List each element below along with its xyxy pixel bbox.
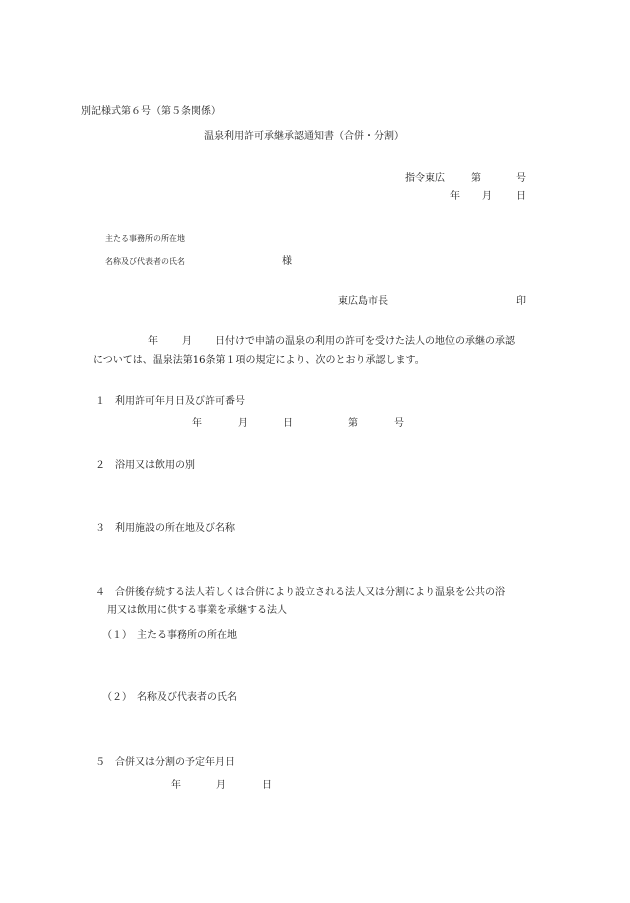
- item4-label-line-1: ４ 合併後存続する法人若しくは合併により設立される法人又は分割により温泉を公共の浴: [95, 587, 505, 598]
- item1-month: 月: [238, 418, 248, 429]
- item5-month: 月: [216, 780, 226, 791]
- issuer-title: 東広島市長: [338, 296, 388, 307]
- notice-number-prefix: 指令東広: [405, 173, 445, 184]
- issue-date-year: 年: [450, 191, 460, 202]
- notice-number-go: 号: [516, 173, 526, 184]
- recipient-honorific: 様: [282, 256, 292, 267]
- notice-number-dai: 第: [471, 173, 481, 184]
- item1-label: １ 利用許可年月日及び許可番号: [95, 396, 245, 407]
- item5-year: 年: [171, 780, 181, 791]
- item1-dai: 第: [348, 418, 358, 429]
- item1-go: 号: [394, 418, 404, 429]
- issuer-seal: 印: [516, 296, 526, 307]
- recipient-name-label: 名称及び代表者の氏名: [105, 257, 185, 266]
- body-date-month: 月: [182, 336, 192, 347]
- document-title: 温泉利用許可承継承認通知書（合併・分割）: [204, 131, 404, 142]
- item2-label: ２ 浴用又は飲用の別: [95, 460, 195, 471]
- item4-sub2-label: （２） 名称及び代表者の氏名: [102, 692, 237, 703]
- issue-date-day: 日: [516, 191, 526, 202]
- item5-label: ５ 合併又は分割の予定年月日: [95, 757, 235, 768]
- item4-label-line-2: 用又は飲用に供する事業を承継する法人: [107, 605, 287, 616]
- body-date-year: 年: [148, 336, 158, 347]
- item4-sub1-label: （１） 主たる事務所の所在地: [102, 630, 237, 641]
- body-line-1: 日付けで申請の温泉の利用の許可を受けた法人の地位の承継の承認: [215, 336, 515, 347]
- item1-year: 年: [192, 418, 202, 429]
- item3-label: ３ 利用施設の所在地及び名称: [95, 523, 235, 534]
- recipient-address-label: 主たる事務所の所在地: [105, 234, 185, 243]
- item1-day: 日: [283, 418, 293, 429]
- body-line-2: については、温泉法第16条第１項の規定により、次のとおり承認します。: [93, 355, 425, 366]
- form-label: 別記様式第６号（第５条関係）: [81, 106, 221, 117]
- issue-date-month: 月: [482, 191, 492, 202]
- item5-day: 日: [262, 780, 272, 791]
